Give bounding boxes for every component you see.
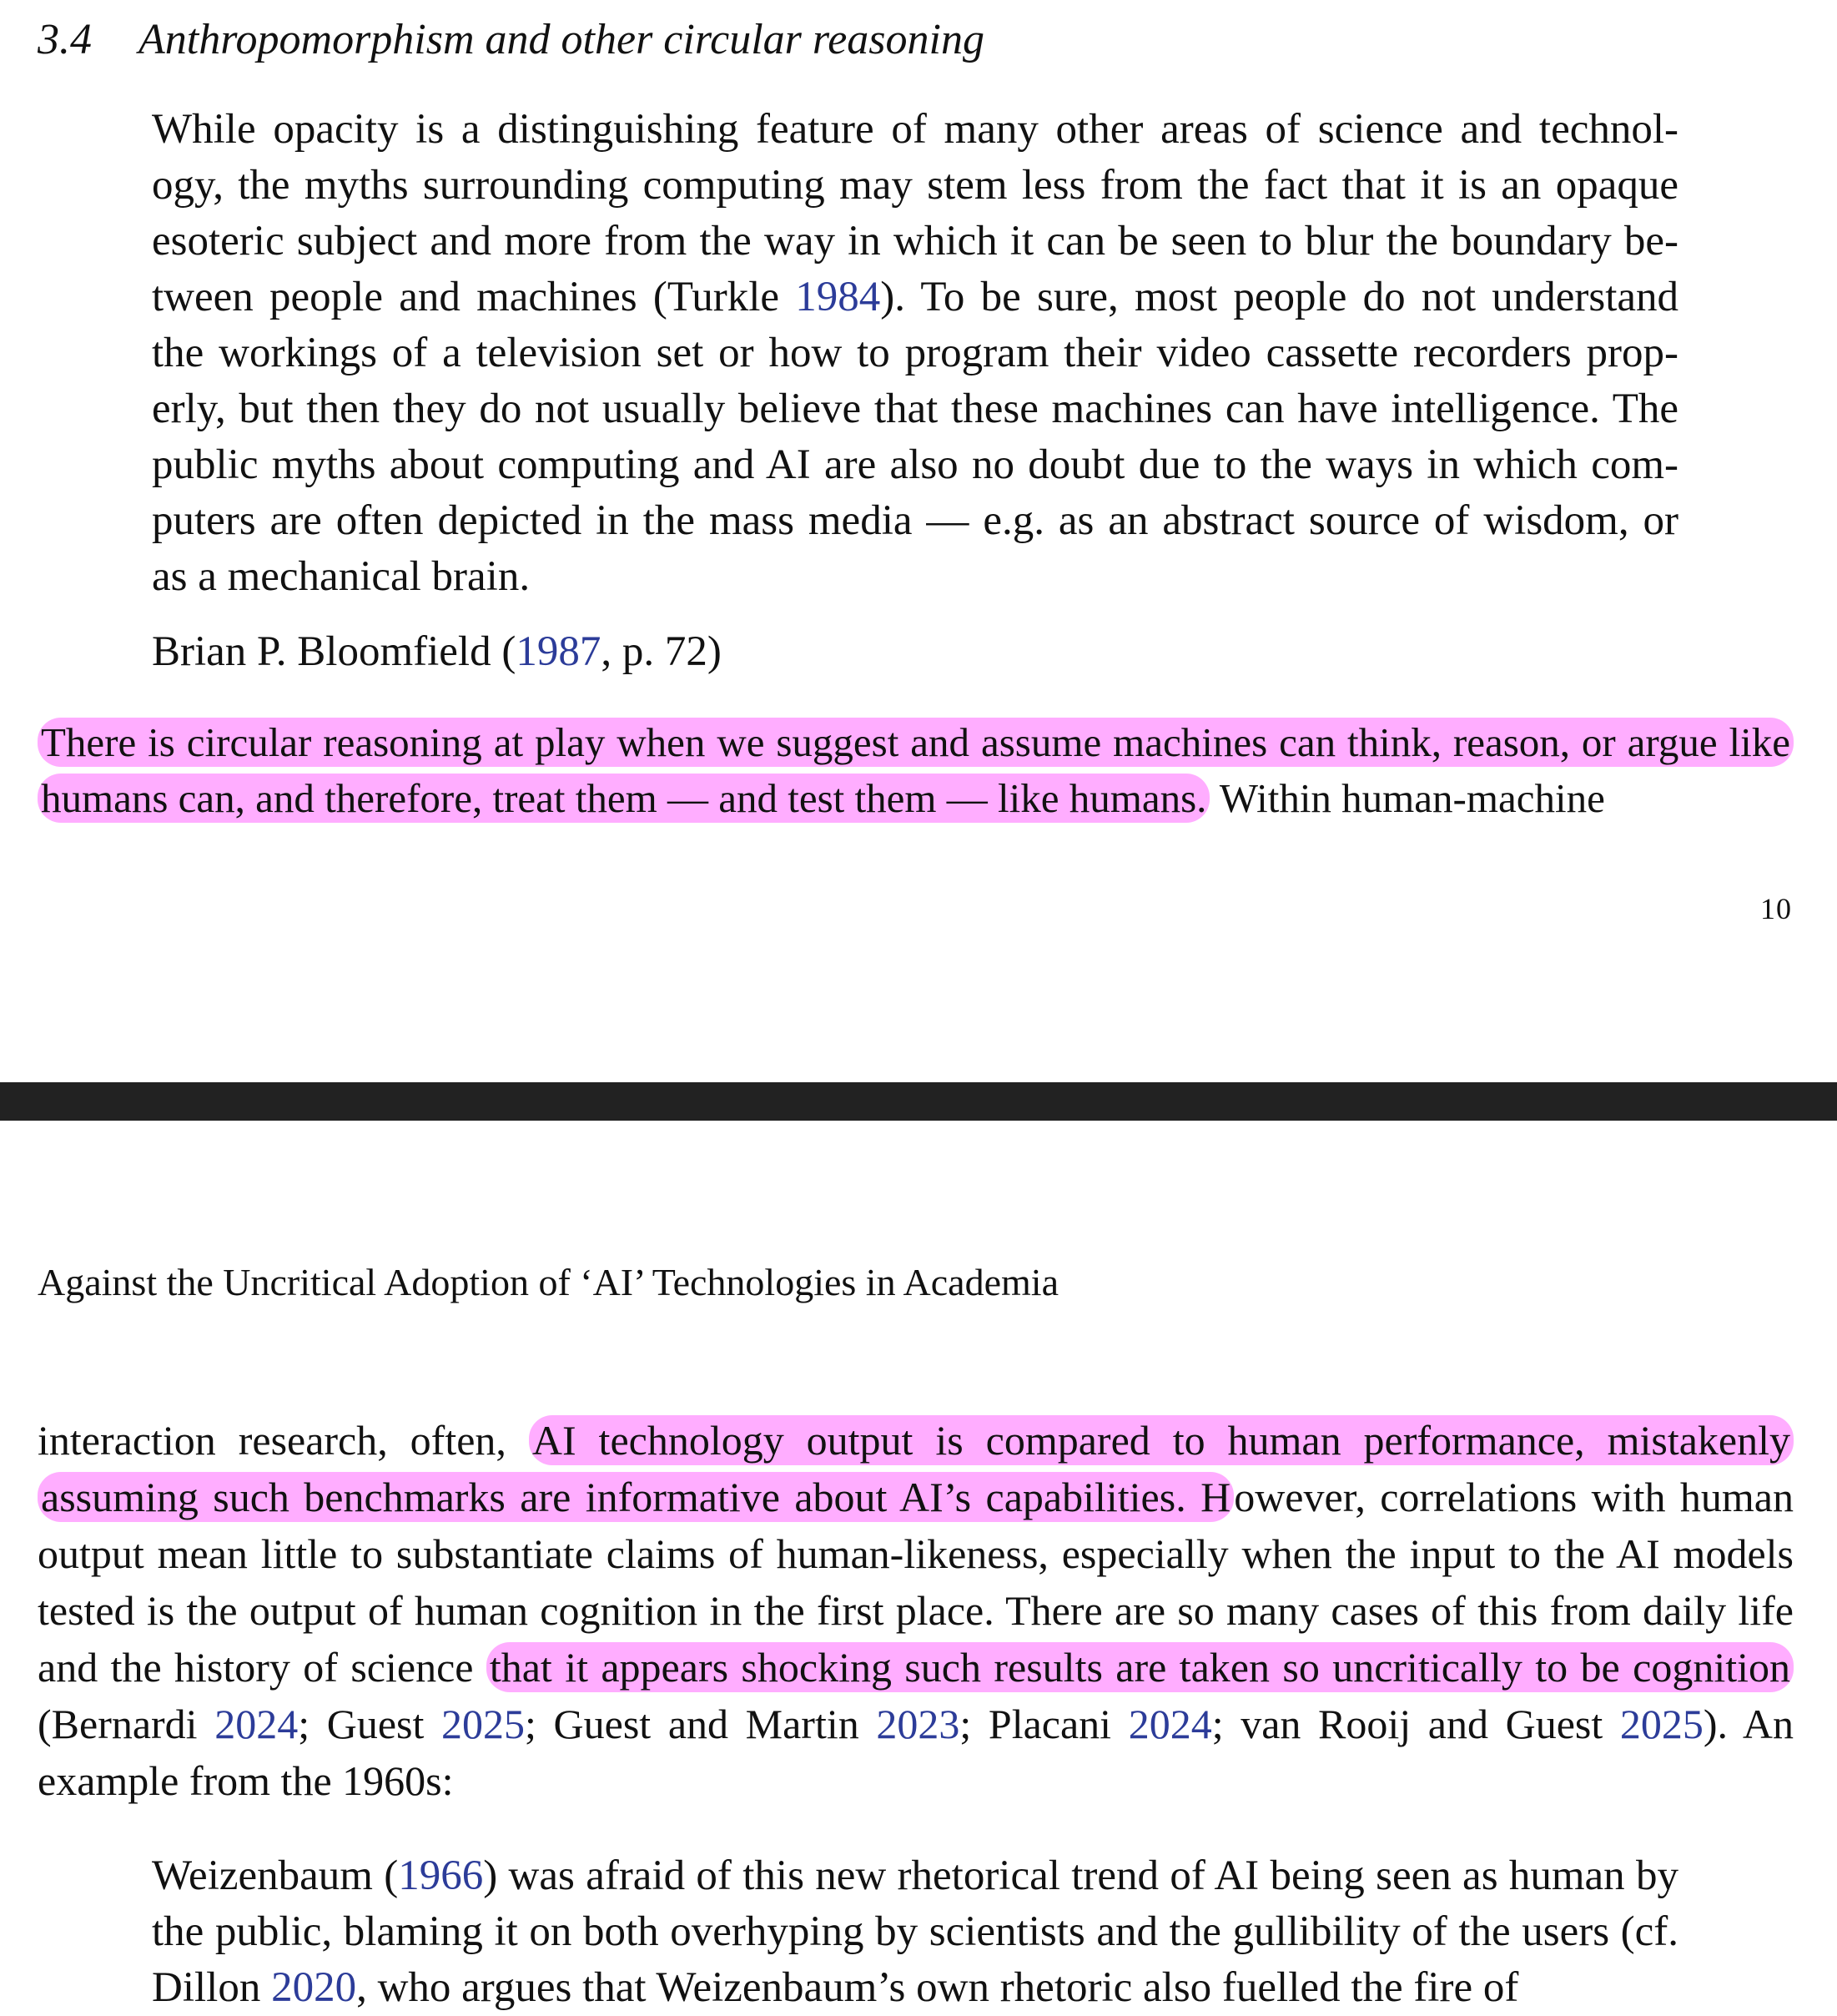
paragraph-text: ; van Rooij and Guest	[1211, 1701, 1620, 1747]
paragraph-text: (Bernardi	[38, 1701, 215, 1747]
citation-link[interactable]: 2020	[271, 1964, 357, 2011]
citation-link[interactable]: 1984	[795, 274, 881, 320]
quote-line: erly, but then they do not usually believe that these machines can have intelligence. The	[152, 386, 1678, 432]
citation-link[interactable]: 2024	[214, 1701, 299, 1747]
citation-link[interactable]: 1987	[516, 628, 601, 675]
paragraph-text: ). An example from the 1960s:	[38, 1701, 1794, 1804]
running-header: Against the Uncritical Adoption of ‘AI’ Technologies in Academia	[38, 1261, 1059, 1303]
paragraph-circular-reasoning	[38, 714, 1794, 826]
section-heading	[38, 15, 984, 64]
quote-line: esoteric subject and more from the way in which it can be seen to blur the boundary be-	[152, 218, 1678, 265]
quote-text: tween people and machines (Turkle	[152, 274, 796, 320]
quote-line: the workings of a television set or how to program their video cassette recorders prop-	[152, 330, 1678, 376]
paragraph-hci-benchmarks	[38, 1412, 1794, 1809]
section-number: 3.4	[38, 16, 92, 63]
quote-text: Weizenbaum (	[152, 1852, 399, 1899]
quote-body	[152, 1848, 1678, 2016]
paragraph-text: ; Guest and Martin	[525, 1701, 877, 1747]
quote-line	[152, 270, 1678, 325]
paragraph-text: ; Guest	[298, 1701, 442, 1747]
quote-line: ogy, the myths surrounding computing may stem less from the fact that it is an opaque	[152, 162, 1678, 209]
attribution-text: , p. 72)	[601, 628, 722, 675]
attribution-text: Brian P. Bloomfield (	[152, 628, 516, 675]
citation-link[interactable]: 2023	[876, 1701, 960, 1747]
block-quote-weizenbaum	[152, 1848, 1678, 2016]
quote-line: public myths about computing and AI are also no doubt due to the ways in which com-	[152, 441, 1678, 488]
highlighted-passage[interactable]: AI technology output is compared to human performance, mistakenly assuming such benchmarks are informative about AI’s capabilities. H	[38, 1415, 1794, 1522]
citation-link[interactable]: 1966	[398, 1852, 484, 1899]
quote-text: , who argues that Weizenbaum’s own rhetoric also fuelled the fire of	[356, 1964, 1519, 2011]
highlighted-passage[interactable]: There is circular reasoning at play when we suggest and assume machines can think, reason, or argue like humans can, and therefore, treat them — and test them — like humans.	[38, 718, 1794, 823]
quote-text: ) was afraid of this new rhetorical trend of AI being seen as human by the public, blaming it on both overhyping by scientists and the gullibility of the users (cf. Dillon	[152, 1852, 1678, 2011]
quote-line: While opacity is a distinguishing feature of many other areas of science and technol-	[152, 106, 1678, 153]
citation-link[interactable]: 2025	[1619, 1701, 1704, 1747]
paragraph-text: owever, correlations with human output mean little to substantiate claims of human-likeness, especially when the input to the AI models tested is the output of human cognition in the first place. There are so many cases of this from daily life and the history of science	[38, 1474, 1794, 1691]
page-number: 10	[1760, 892, 1792, 925]
citation-link[interactable]: 2024	[1128, 1701, 1212, 1747]
quote-line: puters are often depicted in the mass media — e.g. as an abstract source of wisdom, or	[152, 497, 1678, 544]
block-quote-bloomfield	[152, 102, 1678, 605]
quote-line: as a mechanical brain.	[152, 553, 531, 600]
quote-text: ). To be sure, most people do not understand	[880, 274, 1679, 320]
paragraph-body	[38, 1412, 1794, 1809]
paragraph-body	[38, 714, 1794, 826]
page-separator	[0, 1082, 1837, 1121]
section-title: Anthropomorphism and other circular reasoning	[138, 16, 984, 63]
quote-attribution	[152, 627, 722, 676]
paragraph-text: ; Placani	[959, 1701, 1129, 1747]
paragraph-text: interaction research, often,	[38, 1417, 529, 1464]
paragraph-text: Within human-machine	[1210, 775, 1605, 821]
citation-link[interactable]: 2025	[441, 1701, 526, 1747]
highlighted-passage[interactable]: that it appears shocking such results are taken so uncritically to be cognition	[486, 1642, 1794, 1692]
